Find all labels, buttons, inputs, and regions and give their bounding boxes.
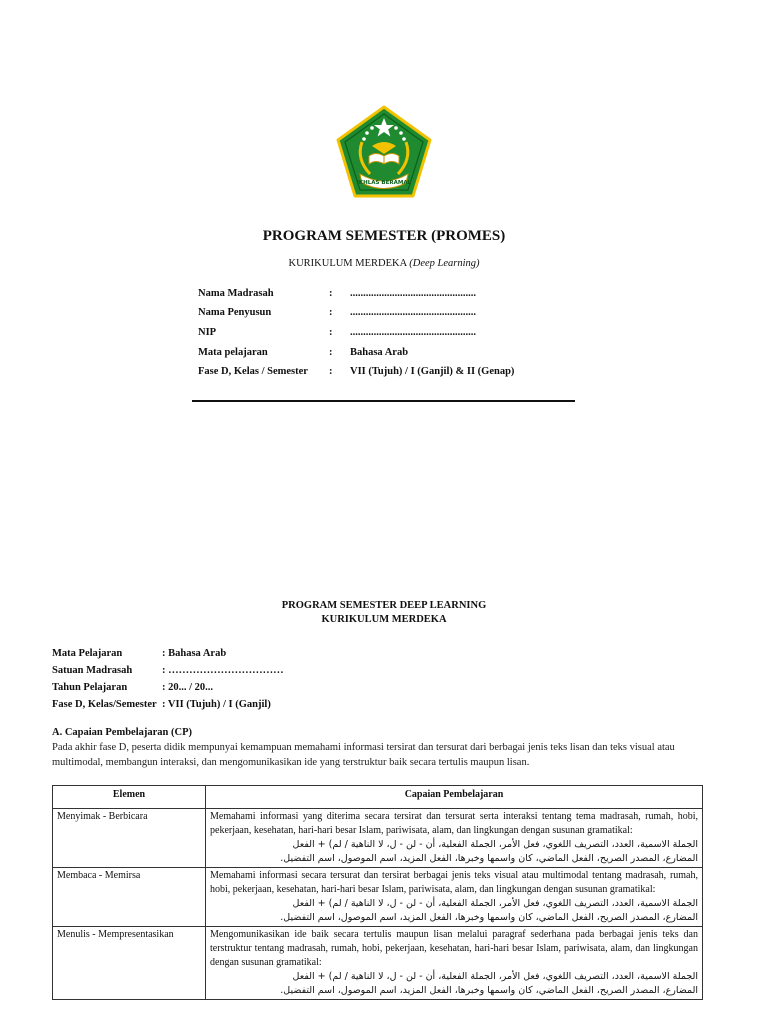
cp-arabic-line2: المضارع، المصدر الصريح، الفعل الماضي، كان واسمها وخبرها، الفعل المزيد، اسم الموصول، اسم التفضيل. bbox=[280, 985, 698, 996]
table-row bbox=[53, 809, 703, 868]
page2-title-line2: KURIKULUM MERDEKA bbox=[321, 614, 447, 625]
cp-arabic-line2: المضارع، المصدر الصريح، الفعل الماضي، كان واسمها وخبرها، الفعل المزيد، اسم الموصول، اسم التفضيل. bbox=[280, 912, 698, 923]
cover-subtitle-main: KURIKULUM MERDEKA bbox=[288, 258, 410, 269]
cover-row-value: Bahasa Arab bbox=[350, 347, 409, 358]
cover-row-colon: : bbox=[329, 307, 333, 318]
cp-intro-paragraph: Pada akhir fase D, peserta didik mempunyai kemampuan memahami informasi tersirat dan tersurat dari berbagai jenis teks lisan dan teks visual atau multimodal, membangun interaksi, dan mengomunikasikan ide yang terstruktur baik secara tertulis maupun lisan. bbox=[52, 742, 675, 768]
cp-cell bbox=[206, 809, 703, 868]
cover-title: PROGRAM SEMESTER (PROMES) bbox=[262, 228, 506, 244]
info-row-label: Fase D, Kelas/Semester bbox=[52, 699, 157, 710]
kemenag-logo bbox=[334, 104, 434, 204]
cover-row-label: NIP bbox=[198, 327, 217, 338]
cover-subtitle bbox=[0, 258, 768, 269]
cover-subtitle-em: (Deep Learning) bbox=[409, 258, 480, 269]
cover-row-colon: : bbox=[329, 347, 333, 358]
table-header-row bbox=[53, 786, 703, 809]
cp-text: Memahami informasi yang diterima secara tersirat dan tersurat serta interaksi tentang tema madrasah, rumah, hobi, pekerjaan, kesehatan, hari-hari besar Islam, pariwisata, alam, dan lingkungan dengan susunan gramatikal: bbox=[210, 811, 698, 836]
cover-row-label: Fase D, Kelas / Semester bbox=[198, 366, 308, 377]
header-elemen: Elemen bbox=[53, 786, 206, 809]
cp-text: Memahami informasi secara tersurat dan tersirat berbagai jenis teks visual atau multimodal tentang madrasah, rumah, hobi, pekerjaan, kesehatan, hari-hari besar Islam, pariwisata, alam, dan lingkungan dengan susunan gramatikal: bbox=[210, 870, 698, 895]
info-row-value: : …………………………… bbox=[162, 665, 284, 676]
info-row-value: : 20... / 20... bbox=[162, 682, 214, 693]
cover-row-label: Nama Madrasah bbox=[198, 288, 274, 299]
cover-row-value: VII (Tujuh) / I (Ganjil) & II (Genap) bbox=[350, 366, 515, 377]
header-capaian: Capaian Pembelajaran bbox=[206, 786, 703, 809]
cp-text: Mengomunikasikan ide baik secara tertulis maupun lisan melalui paragraf sederhana pada berbagai jenis teks dan terstruktur tentang madrasah, rumah, hobi, pekerjaan, kesehatan, hari-hari besar Islam, pariwisata, alam, dan lingkungan dengan susunan gramatikal: bbox=[210, 929, 698, 968]
info-row-label: Tahun Pelajaran bbox=[52, 682, 128, 693]
cover-row-label: Mata pelajaran bbox=[198, 347, 268, 358]
info-row-value: : Bahasa Arab bbox=[162, 648, 227, 659]
cover-row-colon: : bbox=[329, 288, 333, 299]
page2-title-line1: PROGRAM SEMESTER DEEP LEARNING bbox=[281, 600, 487, 611]
cp-table bbox=[52, 785, 703, 1000]
cp-arabic-line1: الجملة الاسمية، العدد، التصريف اللغوي، فعل الأمر، الجملة الفعلية، أن - لن - ل، لا الناهية / لم) + الفعل bbox=[292, 839, 698, 850]
cover-row-value: ................................................ bbox=[350, 288, 476, 299]
ribbon-text: IKHLAS BERAMAL bbox=[356, 180, 412, 186]
cover-row-value: ................................................ bbox=[350, 307, 476, 318]
cover-row-colon: : bbox=[329, 366, 333, 377]
cp-arabic-line1: الجملة الاسمية، العدد، التصريف اللغوي، فعل الأمر، الجملة الفعلية، أن - لن - ل، لا الناهية / لم) + الفعل bbox=[292, 971, 698, 982]
cp-arabic-line1: الجملة الاسمية، العدد، التصريف اللغوي، فعل الأمر، الجملة الفعلية، أن - لن - ل، لا الناهية / لم) + الفعل bbox=[292, 898, 698, 909]
element-cell: Menyimak - Berbicara bbox=[53, 809, 206, 868]
cover-row-value: ................................................ bbox=[350, 327, 476, 338]
cp-cell bbox=[206, 868, 703, 927]
cover-row-label: Nama Penyusun bbox=[198, 307, 272, 318]
info-row-label: Mata Pelajaran bbox=[52, 648, 123, 659]
info-row-label: Satuan Madrasah bbox=[52, 665, 133, 676]
table-row bbox=[53, 868, 703, 927]
cp-arabic-line2: المضارع، المصدر الصريح، الفعل الماضي، كان واسمها وخبرها، الفعل المزيد، اسم الموصول، اسم التفضيل. bbox=[280, 853, 698, 864]
cp-cell bbox=[206, 927, 703, 1000]
element-cell: Menulis - Mempresentasikan bbox=[53, 927, 206, 1000]
cover-divider bbox=[192, 400, 575, 402]
cover-row-colon: : bbox=[329, 327, 333, 338]
element-cell: Membaca - Memirsa bbox=[53, 868, 206, 927]
section-heading-cp: A. Capaian Pembelajaran (CP) bbox=[52, 727, 192, 738]
info-row-value: : VII (Tujuh) / I (Ganjil) bbox=[162, 699, 271, 710]
table-row bbox=[53, 927, 703, 1000]
